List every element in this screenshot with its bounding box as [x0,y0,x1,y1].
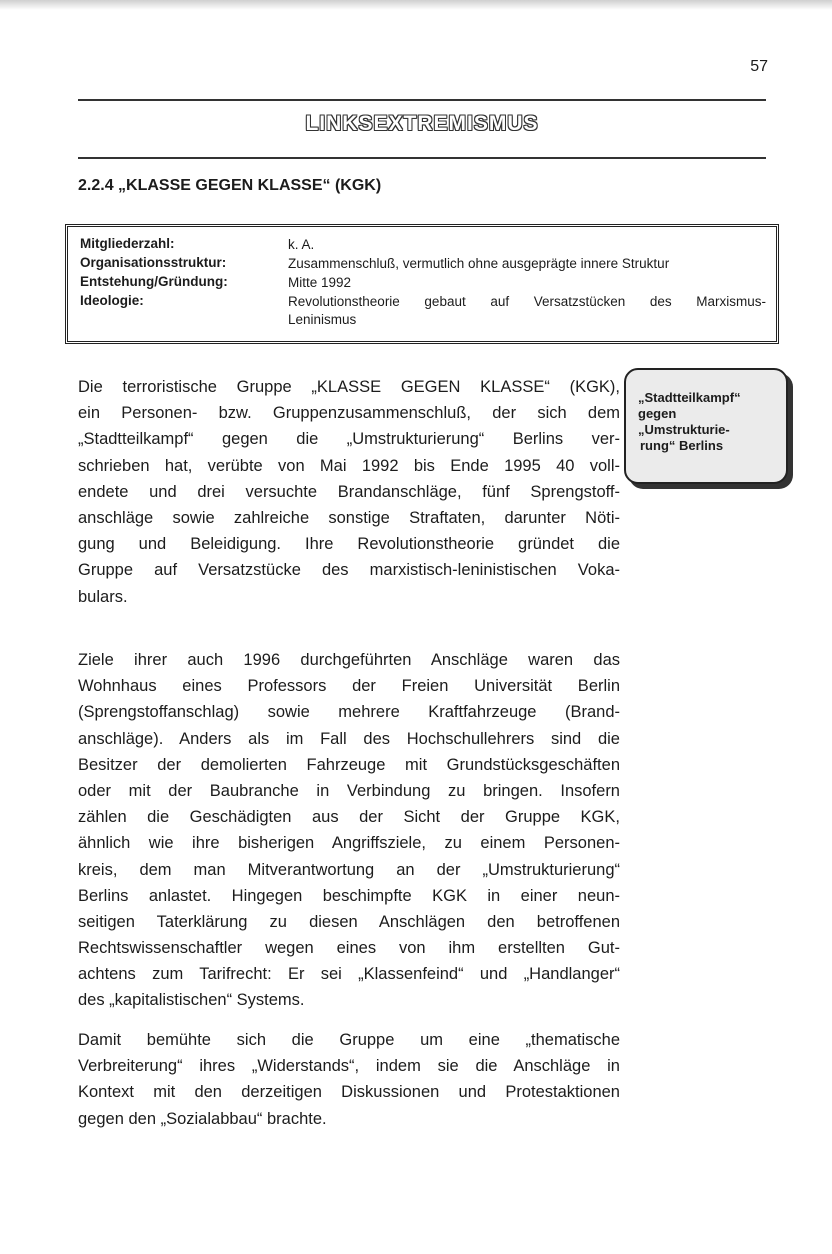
text-line: anschläge). Anders als im Fall des Hochschullehrers sind die [78,729,620,748]
page-number: 57 [750,58,768,75]
paragraph-3 [78,1027,620,1132]
text-line: Rechtswissenschaftler wegen eines von ihm erstellten Gut- [78,939,620,958]
info-value: Mitte 1992 [288,275,352,290]
text-line: ähnlich wie ihre bisherigen Angriffsziele, zu einem Personen- [78,834,620,853]
text-line: achtens zum Tarifrecht: Er sei „Klassenfeind“ und „Handlanger“ [78,965,620,984]
info-label: Mitgliederzahl: [80,236,175,251]
text-line: seitigen Taterklärung zu diesen Anschlägen den betroffenen [78,912,620,931]
info-value: Zusammenschluß, vermutlich ohne ausgeprägte innere Struktur [288,256,670,271]
info-value [288,293,766,329]
text-line: Verbreiterung“ ihres „Widerstands“, indem sie die Anschläge in [78,1057,620,1076]
margin-note-line: gegen [638,406,677,421]
text-line: zählen die Geschädigten aus der Sicht der Gruppe KGK, [78,808,620,827]
text-line: Berlins anlastet. Hingegen beschimpfte KGK in einer neun- [78,886,620,905]
text-line: Die terroristische Gruppe „KLASSE GEGEN KLASSE“ (KGK), [78,378,620,396]
text-line: gegen den „Sozialabbau“ brachte. [78,1109,327,1128]
header-rule-bottom [78,157,766,159]
margin-note-line: „Umstrukturie- [638,422,730,437]
text-line: des „kapitalistischen“ Systems. [78,991,305,1010]
text-line: (Sprengstoffanschlag) sowie mehrere Kraftfahrzeuge (Brand- [78,703,620,722]
text-line: Damit bemühte sich die Gruppe um eine „thematische [78,1031,620,1049]
text-line: Wohnhaus eines Professors der Freien Universität Berlin [78,677,620,696]
text-line: Besitzer der demolierten Fahrzeuge mit Grundstücksgeschäften [78,755,620,774]
text-line: oder mit der Baubranche in Verbindung zu bringen. Insofern [78,781,620,800]
margin-note-text [638,390,778,454]
header-rule-top [78,99,766,101]
text-line: gung und Beleidigung. Ihre Revolutionstheorie gründet die [78,535,620,554]
text-line: Ziele ihrer auch 1996 durchgeführten Anschläge waren das [78,651,620,669]
margin-note-line: rung“ Berlins [640,438,724,453]
info-box [65,224,779,344]
paragraph-2 [78,647,620,1014]
info-value-line: Revolutionstheorie gebaut auf Versatzstücken des Marxismus- [288,294,766,309]
text-line: ein Personen- bzw. Gruppenzusammenschluß, der sich dem [78,404,620,423]
info-label: Entstehung/Gründung: [80,274,228,289]
section-header: LINKSEXTREMISMUS [305,112,539,135]
info-value-line: Leninismus [288,312,357,327]
subsection-title: 2.2.4 „KLASSE GEGEN KLASSE“ (KGK) [78,177,382,194]
text-line: „Stadtteilkampf“ gegen die „Umstrukturierung“ Berlins ver- [78,430,620,449]
text-line: schrieben hat, verübte von Mai 1992 bis Ende 1995 40 voll- [78,456,620,475]
text-line: endete und drei versuchte Brandanschläge, fünf Sprengstoff- [78,482,620,501]
info-value: k. A. [288,237,315,252]
info-label: Organisationsstruktur: [80,255,227,270]
page-top-edge [0,0,832,10]
text-line: bulars. [78,587,128,606]
text-line: Gruppe auf Versatzstücke des marxistisch-leninistischen Voka- [78,561,620,580]
text-line: kreis, dem man Mitverantwortung an der „Umstrukturierung“ [78,860,620,879]
margin-note-box [624,368,788,484]
margin-note-line: „Stadtteilkampf“ [638,390,741,405]
info-label: Ideologie: [80,293,144,308]
text-line: anschläge sowie zahlreiche sonstige Straftaten, darunter Nöti- [78,508,620,527]
paragraph-1 [78,374,620,610]
text-line: Kontext mit den derzeitigen Diskussionen und Protestaktionen [78,1083,620,1102]
